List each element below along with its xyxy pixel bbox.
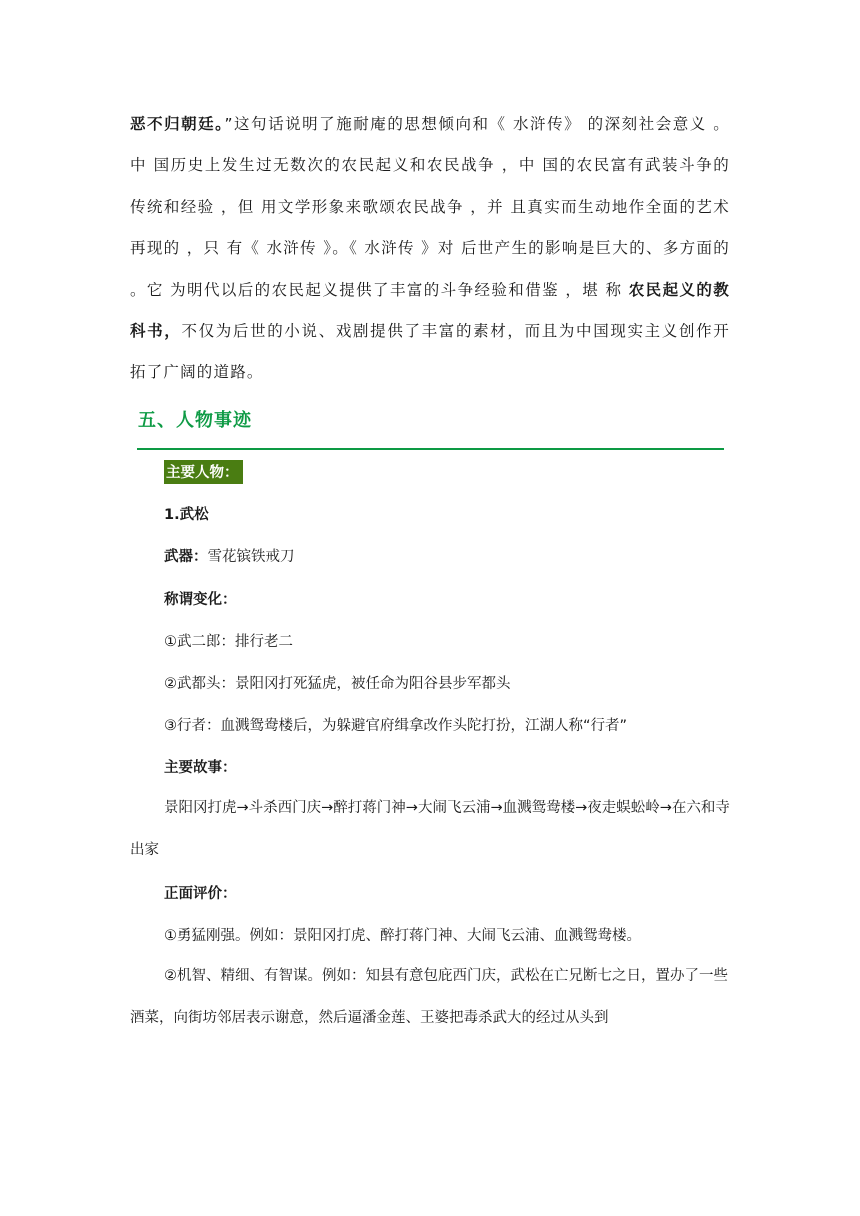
intro-bold-start: 恶不归朝廷。 (130, 115, 225, 133)
main-characters-label: 主要人物： (164, 460, 243, 484)
title-item-3: ③行者：血溅鸳鸯楼后，为躲避官府缉拿改作头陀打扮，江湖人称“行者” (164, 718, 628, 734)
story-text: 景阳冈打虎→斗杀西门庆→醉打蒋门神→大闹飞云浦→血溅鸳鸯楼→夜走蜈蚣岭→在六和寺出家 (130, 800, 730, 858)
intro-paragraph (130, 104, 730, 394)
evaluation-item-2: ②机智、精细、有智谋。例如：知县有意包庇西门庆，武松在亡兄断七之日，置办了一些酒菜，向街坊邻居表示谢意，然后逼潘金莲、王婆把毒杀武大的经过从头到 (130, 968, 728, 1026)
intro-text-2: 不仅为后世的小说、戏剧提供了丰富的素材，而且为中国现实主义创作开拓了广阔的道路。 (130, 322, 730, 382)
evaluation-item-1: ①勇猛刚强。例如：景阳冈打虎、醉打蒋门神、大闹飞云浦、血溅鸳鸯楼。 (164, 928, 641, 944)
intro-text-1: ”这句话说明了施耐庵的思想倾向和《 水浒传》 的深刻社会意义 。中 国历史上发生过无数次的农民起义和农民战争 ，中 国的农民富有武装斗争的传统和经验 ，但 用文学形象来歌颂农民战争 ，并 且真实而生动地作全面的艺术再现的 ，只 有《 水浒传 》。《 水浒传 》对 后世产生的影响是巨大的、多方面的 。它 为明代以后的农民起义提供了丰富的斗争经验和借鉴 ，堪 称 (130, 115, 730, 299)
section-divider (137, 448, 724, 450)
title-item-1: ①武二郎：排行老二 (164, 634, 293, 650)
evaluation-label: 正面评价： (164, 886, 237, 902)
story-label: 主要故事： (164, 760, 237, 776)
weapon-value: 雪花镔铁戒刀 (207, 549, 295, 565)
weapon-line (164, 545, 295, 566)
weapon-label: 武器： (164, 549, 208, 565)
section-title: 五、人物事迹 (138, 410, 252, 431)
title-item-2: ②武都头：景阳冈打死猛虎，被任命为阳谷县步军都头 (164, 676, 511, 692)
titles-label: 称谓变化： (164, 592, 237, 608)
character-heading: 1.武松 (164, 507, 209, 523)
intro-bold-mid: 农民起义的教科书， (130, 280, 730, 341)
